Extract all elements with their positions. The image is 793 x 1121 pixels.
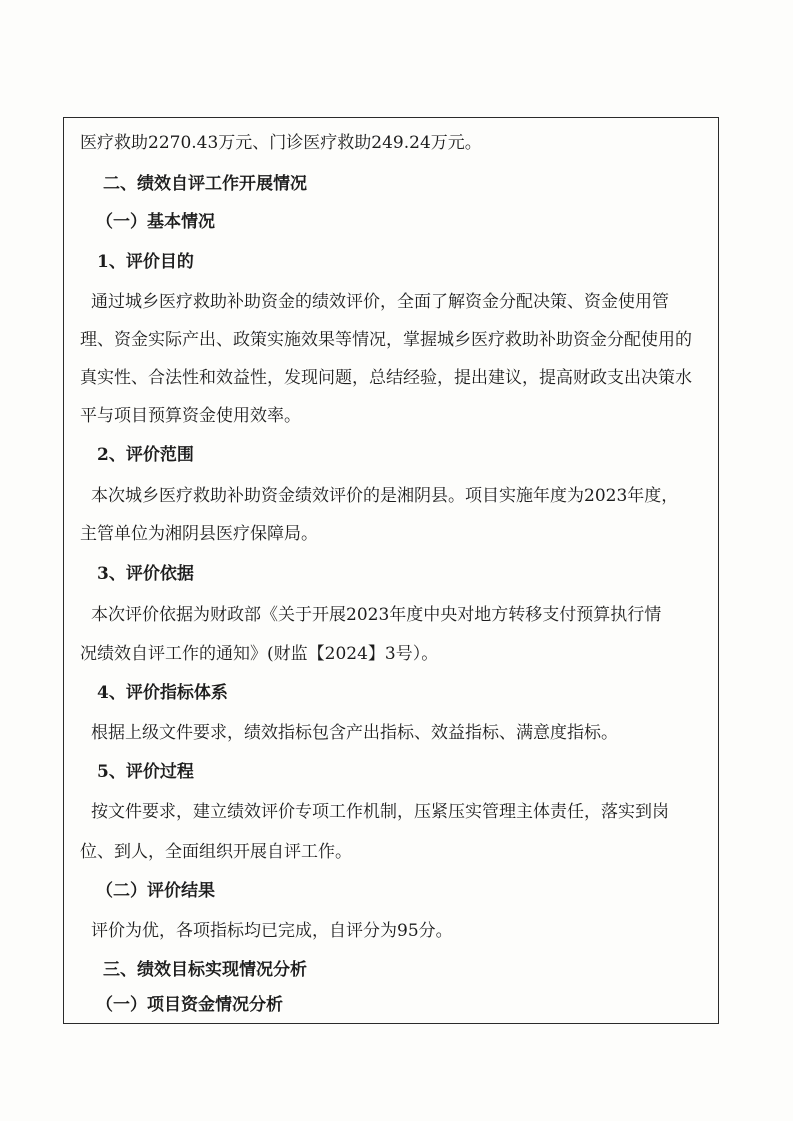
paragraph-line: 评价为优，各项指标均已完成，自评分为95分。 <box>91 921 453 941</box>
paragraph-line: 平与项目预算资金使用效率。 <box>80 406 301 426</box>
section-heading: 二、绩效自评工作开展情况 <box>103 174 307 194</box>
paragraph-line: 本次城乡医疗救助补助资金绩效评价的是湘阴县。项目实施年度为2023年度， <box>91 486 679 506</box>
paragraph-line: 主管单位为湘阴县医疗保障局。 <box>80 524 318 544</box>
section-heading: 三、绩效目标实现情况分析 <box>103 960 307 980</box>
paragraph-line: 真实性、合法性和效益性，发现问题，总结经验，提出建议，提高财政支出决策水 <box>80 368 692 388</box>
paragraph-line: 医疗救助2270.43万元、门诊医疗救助249.24万元。 <box>80 133 482 153</box>
item-heading: 3、评价依据 <box>97 564 194 584</box>
item-heading: 5、评价过程 <box>97 762 194 782</box>
item-heading: 1、评价目的 <box>97 252 194 272</box>
item-heading: 4、评价指标体系 <box>97 683 228 703</box>
item-heading: 2、评价范围 <box>97 445 194 465</box>
paragraph-line: 位、到人，全面组织开展自评工作。 <box>80 842 352 862</box>
subsection-heading: （二）评价结果 <box>96 881 215 901</box>
paragraph-line: 通过城乡医疗救助补助资金的绩效评价，全面了解资金分配决策、资金使用管 <box>91 292 669 312</box>
paragraph-line: 况绩效自评工作的通知》(财监【2024】3号）。 <box>80 644 439 664</box>
subsection-heading: （一）基本情况 <box>96 212 215 232</box>
subsection-heading: （一）项目资金情况分析 <box>96 995 283 1015</box>
document-frame <box>63 117 719 1024</box>
paragraph-line: 理、资金实际产出、政策实施效果等情况，掌握城乡医疗救助补助资金分配使用的 <box>80 330 692 350</box>
paragraph-line: 根据上级文件要求，绩效指标包含产出指标、效益指标、满意度指标。 <box>91 723 618 743</box>
paragraph-line: 本次评价依据为财政部《关于开展2023年度中央对地方转移支付预算执行情 <box>91 605 662 625</box>
paragraph-line: 按文件要求，建立绩效评价专项工作机制，压紧压实管理主体责任，落实到岗 <box>91 802 669 822</box>
